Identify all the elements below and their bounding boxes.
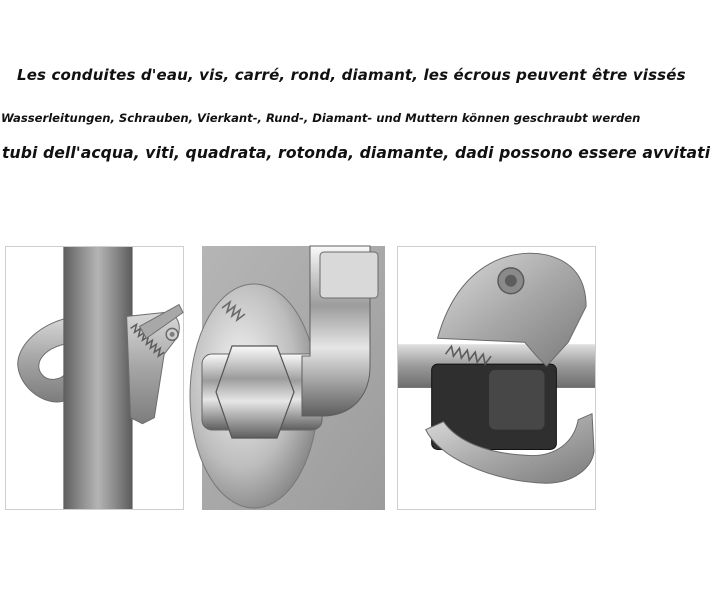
photo-valve-wrench bbox=[202, 246, 385, 510]
valve-wrench-illustration bbox=[202, 246, 385, 510]
nut-wrench-illustration bbox=[398, 247, 595, 509]
caption-german: Wasserleitungen, Schrauben, Vierkant-, Rund-, Diamant- und Muttern können geschraubt werden bbox=[1, 111, 641, 125]
photo-pipe-wrench bbox=[5, 246, 184, 510]
photo-nut-wrench bbox=[397, 246, 596, 510]
pipe-wrench-illustration bbox=[6, 247, 183, 509]
caption-italian: tubi dell'acqua, viti, quadrata, rotonda, diamante, dadi possono essere avvitati bbox=[2, 144, 710, 162]
caption-french: Les conduites d'eau, vis, carré, rond, diamant, les écrous peuvent être vissés bbox=[17, 66, 686, 84]
